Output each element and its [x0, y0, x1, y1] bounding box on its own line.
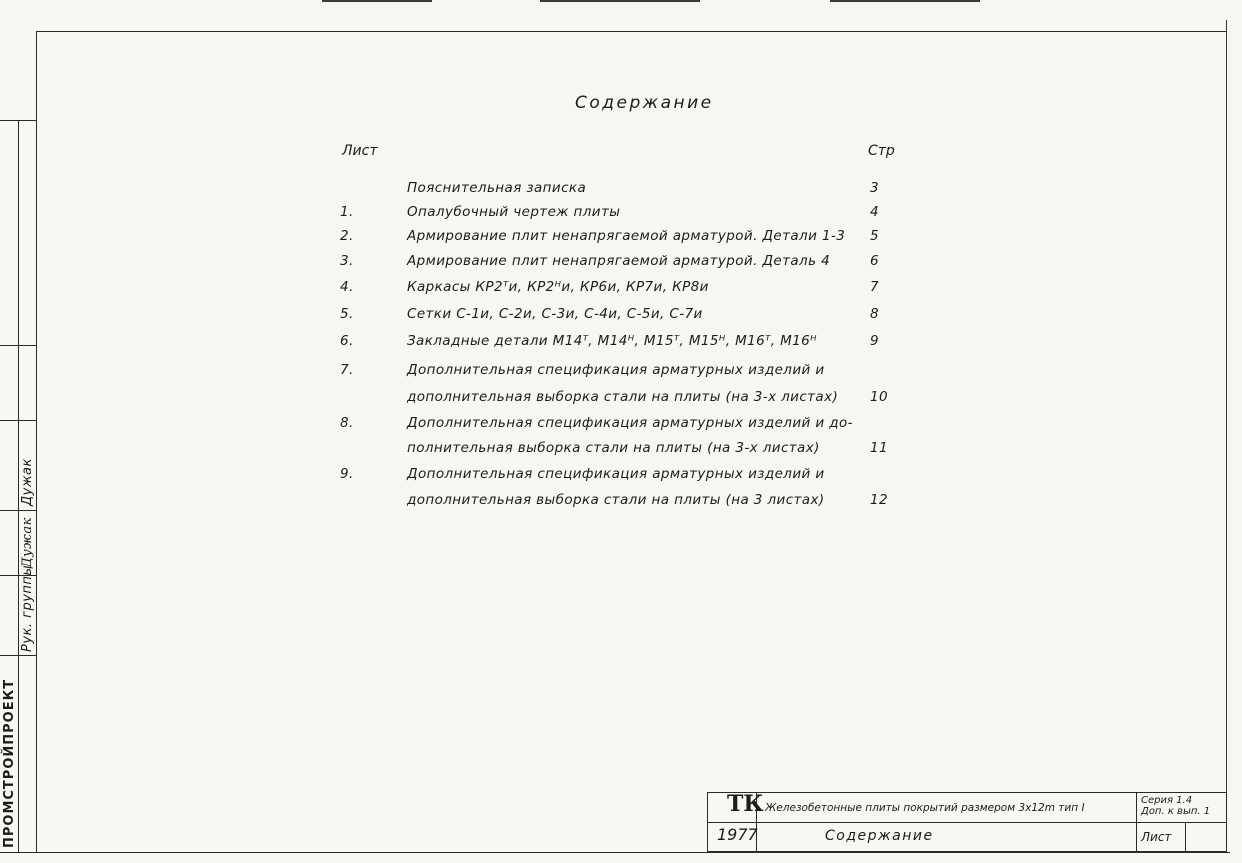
- stamp-divider: [0, 120, 36, 121]
- toc-row-title: Дополнительная спецификация арматурных изделий и: [407, 466, 825, 482]
- stamp-signature: Дужак: [20, 517, 35, 568]
- toc-row-title: Дополнительная спецификация арматурных изделий и: [407, 362, 825, 378]
- toc-row-number: 9.: [340, 466, 354, 482]
- toc-row-page: 8: [870, 306, 879, 322]
- side-stamp: [0, 120, 37, 852]
- toc-row: [340, 204, 885, 230]
- stamp-divider: [0, 345, 36, 346]
- toc-row-page: 7: [870, 279, 879, 295]
- toc-row-page: 11: [870, 440, 888, 456]
- toc-row: [340, 492, 888, 518]
- toc-row-title: Опалубочный чертеж плиты: [407, 204, 621, 220]
- toc-row-title: Армирование плит ненапрягаемой арматурой. Детали 1-3: [407, 228, 846, 244]
- frame-bottom-line: [0, 852, 1230, 853]
- edge-mark: [322, 0, 432, 2]
- toc-row-number: 2.: [340, 228, 354, 244]
- title-block-cell: [1185, 822, 1227, 852]
- toc-row-page: 6: [870, 253, 879, 269]
- toc-row-page: 5: [870, 228, 879, 244]
- frame-right-line: [1226, 20, 1227, 835]
- toc-row: [340, 253, 885, 279]
- toc-row-page: 4: [870, 204, 879, 220]
- stamp-divider: [0, 510, 36, 511]
- edge-mark: [540, 0, 700, 2]
- stamp-divider: [0, 420, 36, 421]
- stamp-divider: [0, 655, 36, 656]
- stamp-name: Дужак: [20, 458, 35, 506]
- toc-row-number: 5.: [340, 306, 354, 322]
- stamp-role: Рук. группы: [20, 564, 35, 652]
- frame-top-line: [36, 31, 1226, 32]
- toc-row-title: Армирование плит ненапрягаемой арматурой. Деталь 4: [407, 253, 831, 269]
- title-block-sheet-label: Лист: [1141, 830, 1172, 844]
- toc-row-page: 10: [870, 389, 888, 405]
- toc-row-number: 7.: [340, 362, 354, 378]
- stamp-divider: [18, 120, 19, 852]
- toc-row-number: 4.: [340, 279, 354, 295]
- toc-row-title: дополнительная выборка стали на плиты (на 3-х листах): [407, 389, 839, 405]
- toc-row-title: дополнительная выборка стали на плиты (на 3 листах): [407, 492, 825, 508]
- title-block-series: [1141, 795, 1210, 817]
- title-block-code: ТК: [727, 791, 764, 817]
- series-line-1: Серия 1.4: [1141, 795, 1193, 806]
- page-title: Содержание: [575, 93, 714, 113]
- toc-row-title: Дополнительная спецификация арматурных изделий и до-: [407, 415, 853, 431]
- toc-row-title: Сетки С-1и, С-2и, С-3и, С-4и, С-5и, С-7и: [407, 306, 703, 322]
- toc-row: [340, 389, 888, 415]
- title-block-year: 1977: [717, 825, 758, 844]
- series-line-2: Доп. к вып. 1: [1141, 806, 1211, 817]
- toc-row: [340, 306, 885, 332]
- title-block: [707, 792, 1227, 852]
- toc-row-page: 3: [870, 180, 879, 196]
- title-block-description: Железобетонные плиты покрытий размером 3х12m тип I: [765, 802, 1085, 814]
- toc-row-title: полнительная выборка стали на плиты (на 3-х листах): [407, 440, 820, 456]
- toc-row-page: 9: [870, 333, 879, 349]
- toc-row: [340, 415, 885, 441]
- toc-row: [340, 440, 888, 466]
- toc-row-page: 12: [870, 492, 888, 508]
- stamp-org: ПРОМСТРОЙПРОЕКТ: [2, 678, 17, 848]
- toc-row-number: 8.: [340, 415, 354, 431]
- toc-row: [340, 279, 885, 305]
- toc-row-number: 1.: [340, 204, 354, 220]
- toc-row-title: Каркасы КР2ᵀи, КР2ᴴи, КР6и, КР7и, КР8и: [407, 279, 709, 295]
- toc-row-title: Закладные детали М14ᵀ, М14ᴴ, М15ᵀ, М15ᴴ, М16ᵀ, М16ᴴ: [407, 333, 817, 349]
- toc-row-number: 6.: [340, 333, 354, 349]
- toc-row: [340, 466, 885, 492]
- page-column-header: Стр: [868, 143, 895, 159]
- toc-row-title: Пояснительная записка: [407, 180, 587, 196]
- toc-row: [340, 180, 885, 206]
- toc-row-number: 3.: [340, 253, 354, 269]
- title-block-cell: [756, 822, 1137, 852]
- toc-row: [340, 362, 885, 388]
- edge-mark: [830, 0, 980, 2]
- toc-row: [340, 228, 885, 254]
- toc-row: [340, 333, 885, 359]
- title-block-doc-name: Содержание: [825, 828, 934, 844]
- sheet-column-header: Лист: [342, 143, 378, 159]
